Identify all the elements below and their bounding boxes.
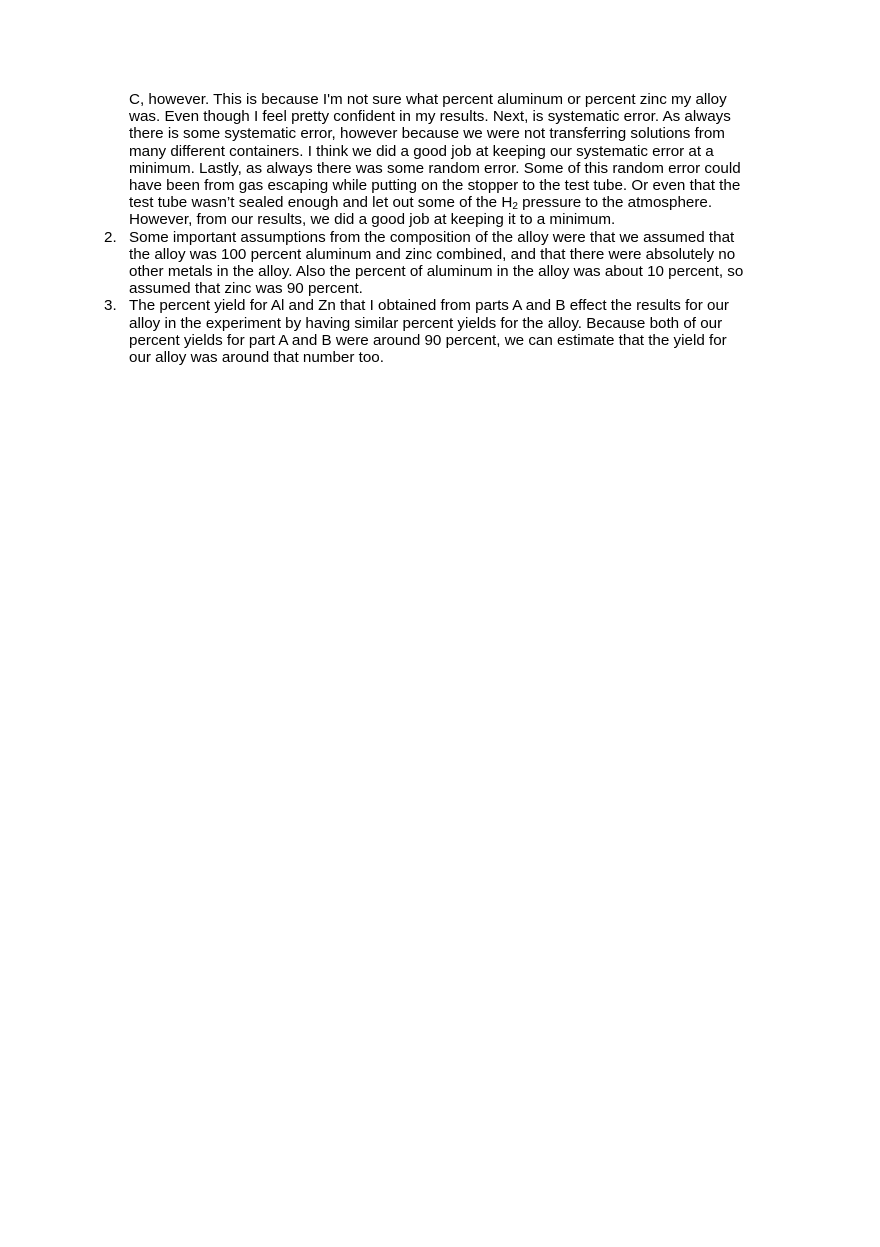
list-item-3 [104,297,784,366]
text-line: C, however. This is because I'm not sure what percent aluminum or percent zinc my alloy [129,91,727,108]
text-line: was. Even though I feel pretty confident in my results. Next, is systematic error. As always [129,108,731,126]
text-line: minimum. Lastly, as always there was some random error. Some of this random error could [129,159,741,177]
list-item-2 [104,229,784,298]
subscript: 2 [512,201,518,213]
document-body [104,91,784,366]
text-line: other metals in the alloy. Also the percent of aluminum in the alloy was about 10 percent, so [129,263,744,281]
continuation-paragraph [104,91,784,229]
text-line [129,194,784,211]
text-line: alloy in the experiment by having similar percent yields for the alloy. Because both of our [129,314,723,332]
text-line: assumed that zinc was 90 percent. [129,280,363,298]
list-number: 3. [104,297,117,315]
text-line: The percent yield for Al and Zn that I obtained from parts A and B effect the results for our [129,297,729,315]
list-number: 2. [104,228,117,246]
text-line: However, from our results, we did a good job at keeping it to a minimum. [129,211,616,229]
text-line: many different containers. I think we did a good job at keeping our systematic error at a [129,142,714,160]
text-line: the alloy was 100 percent aluminum and zinc combined, and that there were absolutely no [129,245,736,263]
text-line: percent yields for part A and B were around 90 percent, we can estimate that the yield for [129,331,727,349]
text-line: have been from gas escaping while putting on the stopper to the test tube. Or even that the [129,177,741,195]
text-fragment: pressure to the atmosphere. [517,194,713,212]
text-line: Some important assumptions from the composition of the alloy were that we assumed that [129,228,735,246]
text-line: there is some systematic error, however because we were not transferring solutions from [129,125,725,143]
text-fragment: test tube wasn’t sealed enough and let out some of the H [129,194,513,212]
text-line: our alloy was around that number too. [129,349,384,367]
